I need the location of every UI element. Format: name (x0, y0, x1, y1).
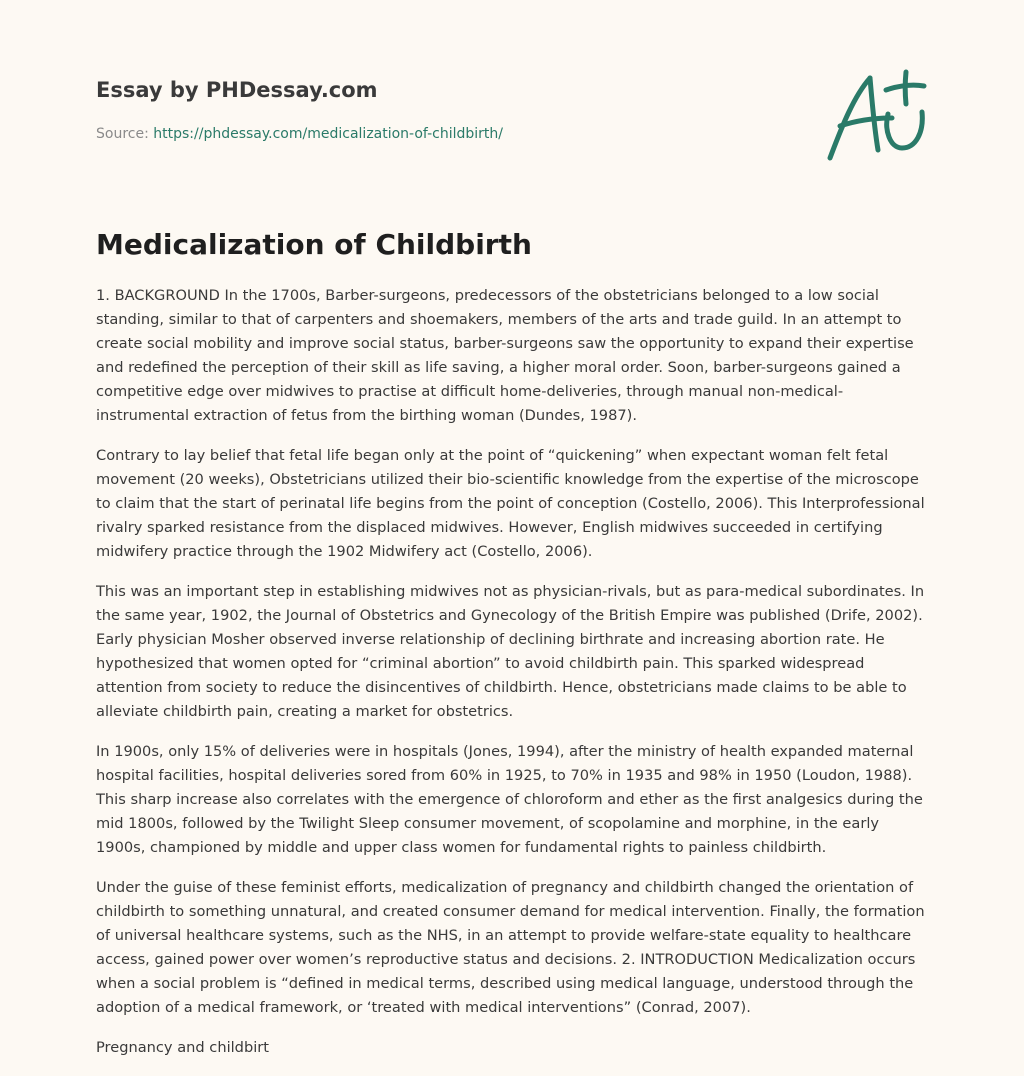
a-plus-logo-icon (820, 66, 932, 166)
paragraph: This was an important step in establishing midwives not as physician-rivals, but as para-medical subordinates. In the same year, 1902, the Journal of Obstetrics and Gynecology of the British Empire was published (Drife, 2002). Early physician Mosher observed inverse relationship of declining birthrate and increasing abortion rate. He hypothesized that women opted for “criminal abortion” to avoid childbirth pain. This sparked widespread attention from society to reduce the disincentives of childbirth. Hence, obstetricians made claims to be able to alleviate childbirth pain, creating a market for obstetrics. (96, 583, 925, 720)
page-title: Medicalization of Childbirth (96, 228, 532, 261)
source-link[interactable]: https://phdessay.com/medicalization-of-childbirth/ (153, 126, 503, 142)
page-header (96, 76, 796, 144)
source-line (96, 124, 796, 144)
brand-title: Essay by PHDessay.com (96, 78, 378, 102)
paragraph: Contrary to lay belief that fetal life began only at the point of “quickening” when expectant woman felt fetal movement (20 weeks), Obstetricians utilized their bio-scientific knowledge from the expertise of the microscope to claim that the start of perinatal life begins from the point of conception (Costello, 2006). This Interprofessional rivalry sparked resistance from the displaced midwives. However, English midwives succeeded in certifying midwifery practice through the 1902 Midwifery act (Costello, 2006). (96, 447, 925, 560)
paragraph: Under the guise of these feminist efforts, medicalization of pregnancy and childbirth changed the orientation of childbirth to something unnatural, and created consumer demand for medical intervention. Finally, the formation of universal healthcare systems, such as the NHS, in an attempt to provide welfare-state equality to healthcare access, gained power over women’s reproductive status and decisions. 2. INTRODUCTION Medicalization occurs when a social problem is “defined in medical terms, described using medical language, understood through the adoption of a medical framework, or ‘treated with medical interventions” (Conrad, 2007). (96, 879, 925, 1016)
paragraph-truncated: Pregnancy and childbirt (96, 1039, 269, 1056)
paragraph: In 1900s, only 15% of deliveries were in hospitals (Jones, 1994), after the ministry of health expanded maternal hospital facilities, hospital deliveries sored from 60% in 1925, to 70% in 1935 and 98% in 1950 (Loudon, 1988). This sharp increase also correlates with the emergence of chloroform and ether as the first analgesics during the mid 1800s, followed by the Twilight Sleep consumer movement, of scopolamine and morphine, in the early 1900s, championed by middle and upper class women for fundamental rights to painless childbirth. (96, 743, 923, 856)
source-label: Source: (96, 126, 149, 142)
paragraph: 1. BACKGROUND In the 1700s, Barber-surgeons, predecessors of the obstetricians belonged to a low social standing, similar to that of carpenters and shoemakers, members of the arts and trade guild. In an attempt to create social mobility and improve social status, barber-surgeons saw the opportunity to expand their expertise and redefined the perception of their skill as life saving, a higher moral order. Soon, barber-surgeons gained a competitive edge over midwives to practise at difficult home-deliveries, through manual non-medical-instrumental extraction of fetus from the birthing woman (Dundes, 1987). (96, 287, 914, 424)
article-body (96, 284, 930, 1076)
